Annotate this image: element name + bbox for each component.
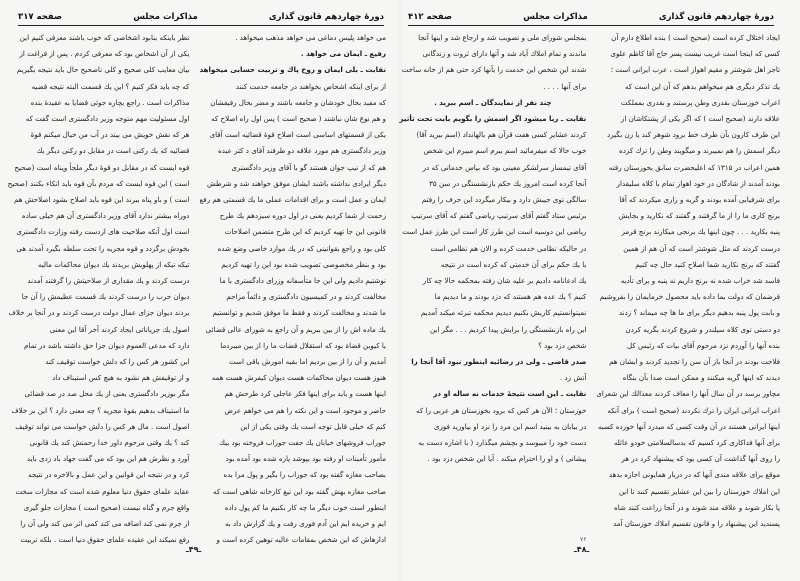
text-line: درست کردند که مثل شوشتر است که آن هم از همین (623, 243, 780, 253)
text-line: کنم که خیلی قابل توجه است یك وقتی یکی از این (240, 421, 386, 431)
text-line: ماندند و تمام املاك آباد شد و آنها دارای ثروت و زندگانی (422, 49, 587, 59)
text-line: آورد و نظرش هم این بود که می گفت جهاد باد زدی باید (26, 454, 190, 464)
text-line: در بیابان به بینید اسم این مرد را نزد او بیاورید فوری (433, 421, 587, 431)
text-line: مذاکرات است . راجع بچاره جوئی قضایا به عقیدهٔ بنده (30, 97, 190, 107)
text-line: مخالفت کردند و در کمیسیون دادگستری و دائماً مزاحم (226, 292, 386, 302)
text-line: اینها ایرانی هستند در آن وقت کسی که میدرد آنها خورده کسبه (597, 421, 780, 431)
text-line: رفع نمیکند این عقیده علمای حقوق دنیا است . بلکه تربیت (20, 535, 190, 545)
text-line: دیوان حرب را درست کردند یك قسمت عظیمش را آن جا (21, 292, 190, 302)
text-line: نظر باینکه بنابود اشخاصی که خوب باشند معرفی کنیم این (19, 33, 190, 42)
text-line: صاحب مغازه بهش گفته بود این تیغ کارخانه شاهی است که (213, 486, 386, 496)
text-line: پا بکار شوند و علاقه مند شوند و در آنجا زراعت کنند شاه (614, 502, 780, 512)
left-page-column-left (7, 30, 190, 545)
text-line: علاقه دارند (صحیح است ) که اگر یکی از پشتکاشان از (620, 114, 780, 124)
text-line: وزیر دادگستری هم مورد علاقه دو طرفند آقای د کتر عبده (218, 146, 386, 156)
text-line: برنج کاری ما را از ما گرفتند و گفتند که نکارید و بجایش (618, 211, 780, 221)
text-line: بیان معایب کلی صحیح و کلی ناصحیح حال باید نتیجه بگیریم (16, 65, 190, 75)
right-page-header (408, 8, 774, 22)
text-line: کنیم ؟ یك عده هم هستند که دزد بودند و ما دیدیم ما (434, 292, 587, 302)
speaker-line: چند نفر از نمایندگان ـ اسم ببرید . (434, 97, 552, 107)
text-line: بخودش برگردد و قوه مجریه را تحت سلطه بگیرد آمدند هی (16, 243, 190, 253)
series-title: دورهٔ چهاردهم قانون گذاری (268, 12, 384, 22)
text-line: را روی آنها گذاشت آن کسی بود که پیشنهاد کرد در هر (621, 454, 780, 464)
text-line: بصاحب مغازه گفته بود که جوراب را بگیر و پول مرا بده (223, 470, 386, 480)
text-line: بود و بنظر مخصوصی تصویب شده بود این را تهیه کردیم (221, 259, 386, 269)
text-line: در حالیکه نظامی خدمت کرده و الان هم نظامی است (430, 243, 587, 253)
text-line: دیگر ایرادی نداشته باشند ایشان موفق خواهند شد و شرطش (207, 178, 386, 188)
text-line: آمدیم و آن را از بین بردیم اما بقیه امورش باقی است (229, 357, 386, 367)
right-page-column-right (596, 30, 780, 529)
text-line: اعراب ایرانی ایران را ترك نکردند (صحیح است ) برای آنکه (607, 405, 780, 415)
page-label: صفحه ۳۱۷ (18, 12, 63, 22)
header-rule (408, 25, 774, 26)
text-line: مأمور تأمینات او رفته بود بپوشد پاره شده بود آمده بود (225, 454, 386, 464)
series-title: دورهٔ چهاردهم قانون گذاری (658, 12, 774, 22)
text-line: قضائیه که یك رکنی است در مقابل دو رکنی دیگر یك (36, 146, 190, 156)
text-line: شخص دزد بود ؟ (538, 340, 587, 350)
text-line: فاسد شد خراب شده نه برنج داریم نه پنبه و برای تأدیه (620, 276, 780, 286)
page-number: ـ۴۸ـ (574, 545, 590, 554)
text-line: دو دستی توی کلاه سیلندر و شروع کردند بگریه کردن (625, 324, 780, 334)
text-line: قوه ایست که در مقابل دو قوهٔ دیگر ملجأ وپناه است (صحیح (14, 162, 190, 172)
text-line: تیکه تیکه از پهلویش بریدند یك دیوان محاکمات مالیه (37, 259, 190, 269)
text-line: این کشور هر کس را که دلش خواست توقیف کند (45, 357, 190, 367)
text-line: کلی بود و راجع بقوانینی که در یك موارد خاصی وضع شده (217, 243, 386, 253)
text-line: مگر بوزیر دادگستری یعنی از یك محل صد در صد قضائی (24, 389, 190, 399)
text-line: قرضمان که دولت بما داده باید محصول خرمایمان را بفروشیم (599, 292, 780, 302)
text-line: عقاید علمای حقوق دنیا معلوم شده است که مجازات سخت (15, 486, 190, 496)
text-line: درست کردند و یك مقداری از صلاحیتش را گرفتند آمدند (27, 276, 190, 286)
text-line: دیگر اسمش را هم نمیبرند و میگویند وطن را ترك کرده (619, 146, 780, 156)
text-line: واقع جرم و گناه نیست (صحیح است ) مجازات جلو گیری (23, 502, 190, 512)
text-line: ما شدند و مخالفت کردند و فقط ما موفق شدیم و توانستیم (212, 308, 386, 318)
page-number: ـ۴۹ـ (186, 545, 202, 554)
text-line: اعراب خوزستان بقدری وطن پرستند و بقدری بمملکت (620, 97, 780, 107)
text-line: یك ماده اش را از بین ببریم و آن راجع به شورای عالی قضائی (205, 324, 386, 334)
speaker-line: رفیع ـ ایمان می خواهد . (300, 49, 386, 59)
text-line: یا کیوبن قضاة بود که استقلال قضات ما را از بین میبردما (220, 340, 386, 350)
text-line: است ) این قوه ایست که مردم بآن قوه باید اتکاء بکنند (صحیح (7, 178, 190, 188)
text-line: یکی از قسمتهای اساسی است اصلاح قوهٔ قضائیه است آقای (209, 130, 386, 140)
text-line: شدند این شخص این خدمت را بآنها کرد حتی هم از خانه ساخت (401, 65, 587, 75)
text-line: اینها هست و باید برای اینها فکر عاجلی کرد طرحش هم (224, 389, 386, 399)
text-line: است ) و باو پناه ببرند این قوه باید اصلاح بشود اصلاحش هم (14, 195, 190, 205)
right-page-column-left (399, 30, 586, 505)
text-line: ایم و خریده ایم این آدم فوری رفت و یك گزارش داد به (224, 519, 386, 529)
text-line: خوب حالا که میفرمائید اسم ببرم اسم میبرم این شخص (423, 146, 587, 156)
text-line: برای آنها . . . . (543, 81, 587, 91)
right-page-columns (399, 30, 780, 529)
text-line: آقای تیمسار سرلشکر معینی بود که بپاس خدماتی که در (422, 162, 587, 172)
text-line: دوراه بیشتر ندارد آقای وزیر دادگستری آن هم خیلی ساده (21, 211, 190, 221)
text-line: هم که از تیپ جوان هستند گو با آقای وزیر دادگستری (231, 162, 386, 172)
text-line: خوزستان ؛ الآن هر کس که برود بخوزستان هر عربی را که (416, 405, 587, 415)
left-page-header (18, 8, 384, 22)
text-line: بردند دیوان جزای عمال دولت درست کردند و در آنجا بر خلاف (8, 308, 190, 318)
text-line: می خواهد پلیس دماغی می خواهد مذهب میخواهد . (235, 33, 386, 42)
text-line: که چه باید فکر کنیم ؟ این یك قسمت البته نتیجه قضیه (31, 81, 190, 91)
text-line: فلاحت بودند در آنجا باز آن سن را تجدید کردند و ایشان هم (609, 357, 780, 367)
text-line: از برای اینکه اشخاص بخواهند در جامعه خدمت کنند (235, 81, 386, 91)
text-line: سالگی توی جیبش دارد و بیکار میگردد این حرف را رفتم (421, 195, 587, 205)
text-line: و هم نوع شان نباشند ( صحیح است ) پس اول راه اصلاح که (211, 114, 386, 124)
speaker-line: نقابت ـ بلی ایمان و روح پاك و تربیت حسابی میخواهد (199, 65, 386, 75)
text-line: نوشتیم دادیم ولی این جا متأسفانه وزرای دادگستری با ما (219, 276, 386, 286)
text-line: گفتند که برنج نکارید شما اصلاح کنید حال چه کنیم (635, 259, 780, 269)
text-line: پیشانی ) و او را احترام میکند . آیا این شخص دزد بود . (427, 454, 587, 464)
text-line: آنجا کرده است امروز یك حکم بازنشستگی در سن ۳۵ (429, 178, 587, 188)
text-line: قانونی این جا تهیه کردیم که این طرح متضمن اصلاحات (224, 227, 386, 237)
right-page (400, 0, 800, 581)
text-line: کردند عشایر کسی هفت قرآن هم بالهانداد (اسم ببرید آقا) (416, 130, 587, 140)
text-line: تاجر اهل شوشتر و مقیم اهواز است ، عرب ایرانی است ؛ (610, 65, 780, 75)
text-line: ایجاد اختلال کرده است (صحیح است ) بنده اطلاع دارم آن (611, 33, 780, 42)
text-line: این املاك خوزستان را بین این عشایر تقسیم کنند تا این (618, 486, 780, 496)
text-line: ایمان و عمل است و برای اقدامات عملی ما یك قسمتی هم رفع (199, 195, 386, 205)
speaker-line: نقابت ـ ربا میشود اگر اسمش را بگویم بابت تحت تأثیر (399, 114, 587, 124)
text-line: کند ؟ یك وقتی مرحوم داور خدا رحمتش کند یك قانونی (29, 438, 190, 448)
left-page-columns (7, 30, 386, 545)
text-line: کسی که اینجا است غریب نیست پسر حاج آقا کاظم علوی (610, 49, 780, 59)
text-line: این طرف کارون بآن طرف خط برود شوهر کند یا زن بگیرد (607, 130, 780, 140)
text-line: هر که نقش خویش می بیند در آب من خیال میکنم قوهٔ (30, 130, 190, 140)
text-line: است اول آنکه صلاحیت های ازدست رفته وزارت دادگستری (16, 227, 190, 237)
text-line: دست خود را میبوسد و بچشم میگذارد ( با اشاره دست به (418, 438, 587, 448)
text-line: یك ادعانامه دادیم بر علیه شان رفته بمحکمه حالا چه کار (422, 276, 587, 286)
speaker-line: صدر قاضی ـ ولی در رضائیه اینطور نبود آقا آنجا را (411, 357, 587, 367)
text-line: بمجلس شورای ملی و تصویب شد و ارجاع شد و اینها آنجا (418, 33, 587, 42)
text-line: این راه بازنشستگی را برایش پیدا کردیم . . . مگر این (429, 324, 587, 334)
text-line: یك تذکر دیگری هم میخواهم بدهم که آن این است که (624, 81, 780, 91)
text-line: جوراب فروشهای خیابان یك جفت جوراب فروخته بود بیك (219, 438, 386, 448)
text-line: ما استیناف بدهیم بقوهٔ مجریه ؟ چه معنی دارد ؟ این بر خلاف (11, 405, 190, 415)
text-line: پسندید این پیشنهاد را و قانون تقسیم املاك خوزستان آمد (613, 519, 780, 529)
text-line: زحمت از شما کردیم یعنی در اول دوره سیزدهم یك طرح (219, 211, 386, 221)
text-line: و از توقیفش هم نشود به هیچ کس استیناف داد (52, 373, 190, 383)
text-line: هنوز هست دیوان محاکمات هست دیوان کیفرش هست همه (211, 373, 386, 383)
text-line: اول مسئولیت مهم متوجه وزیر دادگستری است گفت که (25, 114, 190, 124)
text-line: با یك حکم برای آن خدمتی که کرده است در نتیجه (440, 259, 587, 269)
header-rule (18, 25, 384, 26)
text-line: برای آنها فداکاری کرد کسیم که بدسالسلامتی خودو عائله (613, 438, 780, 448)
text-line: دیدند که اینها گریه میکنند و ممکن است صدا بآن بنگاه (622, 373, 780, 383)
text-line: و بابت پول پنبه بدهیم دیگر برای ما ها چه میماند ؟ زدند (618, 308, 780, 318)
text-line: یکی از آن اشخاص بود که معرفی کردم . پس از فراغت از (19, 49, 190, 59)
speaker-line: نقابت ـ این است نتیجهٔ خدمات نه ساله او در (433, 389, 587, 399)
text-line: ریاضی این دوسیه است این طرز کار است این طرز عمل است (402, 227, 587, 237)
text-line: حاضر و موجود است و این نکته را هم می خواهم عرض (224, 405, 386, 415)
text-line: برای شرفیابی آمده بودند و گریه و زاری میکردند که آقا (619, 195, 780, 205)
left-page-column-right (199, 30, 386, 545)
text-line: ادارهاش که این شخص بمقامات عالیه توهین کرده است و (216, 535, 386, 545)
page-subnumber: ۷۶ (580, 536, 587, 543)
text-line: آتش زد . (560, 373, 587, 383)
text-line: دارد که مدعی العموم دیوان جزا حق داشته باشد در تمام (24, 340, 190, 350)
text-line: اینطور است خوب دیگر ما چه کار بکنیم ما کم پول داده (224, 502, 386, 512)
text-line: موقع برای علاقه مندی آنها که در دربار همایونی اجازه بدهد (608, 470, 780, 480)
text-line: بودند آمدند از شادگان در خود اهواز تمام با کلاه سلیقدار (616, 178, 780, 188)
center-title: مذاکرات مجلس (133, 12, 198, 22)
page-label: صفحه ۴۱۲ (408, 12, 453, 22)
text-line: پنبه بکارید . . . چون اینها یك برنجی میکارند برنج قرمز (621, 227, 780, 237)
text-line: از جرم نمی کند اضافه می کند کمی اثر می کند ولی آن را (20, 519, 190, 529)
text-line: بنده آنها را آوردم نزد مرحوم آقای بیات که رئیس کل (627, 340, 780, 350)
text-line: کرد و در نتیجه این قوانین و این عمل و بالاخره در نتیجه (28, 470, 190, 480)
text-line: که مفید بحال خودشان و جامعه باشند و مضر بحال رفیقشان (210, 97, 386, 107)
text-line: اصول است . مال هر کس را دلش خواست می تواند توقیف (15, 421, 190, 431)
center-title: مذاکرات مجلس (523, 12, 588, 22)
text-line: نمیتوانستیم کاریش بکنیم دیدیم محکمه تبرئه میکند آمدیم (420, 308, 587, 318)
text-line: اصول یك جریاناتی ایجاد کردند آخر آقا این معنی (49, 324, 190, 334)
text-line: مجاور برسد در آن سال آنها را معاف کردند معذالك این شعرای (596, 389, 780, 399)
text-line: همین اعراب در ۱۳۱۵ که اعلیحضرت سابق بخوزستان رفته (608, 162, 780, 172)
text-line: برئیس ستاد گفتم آقای سرتیپ ریاضی گفتم که آقای سرتیپ (411, 211, 587, 221)
